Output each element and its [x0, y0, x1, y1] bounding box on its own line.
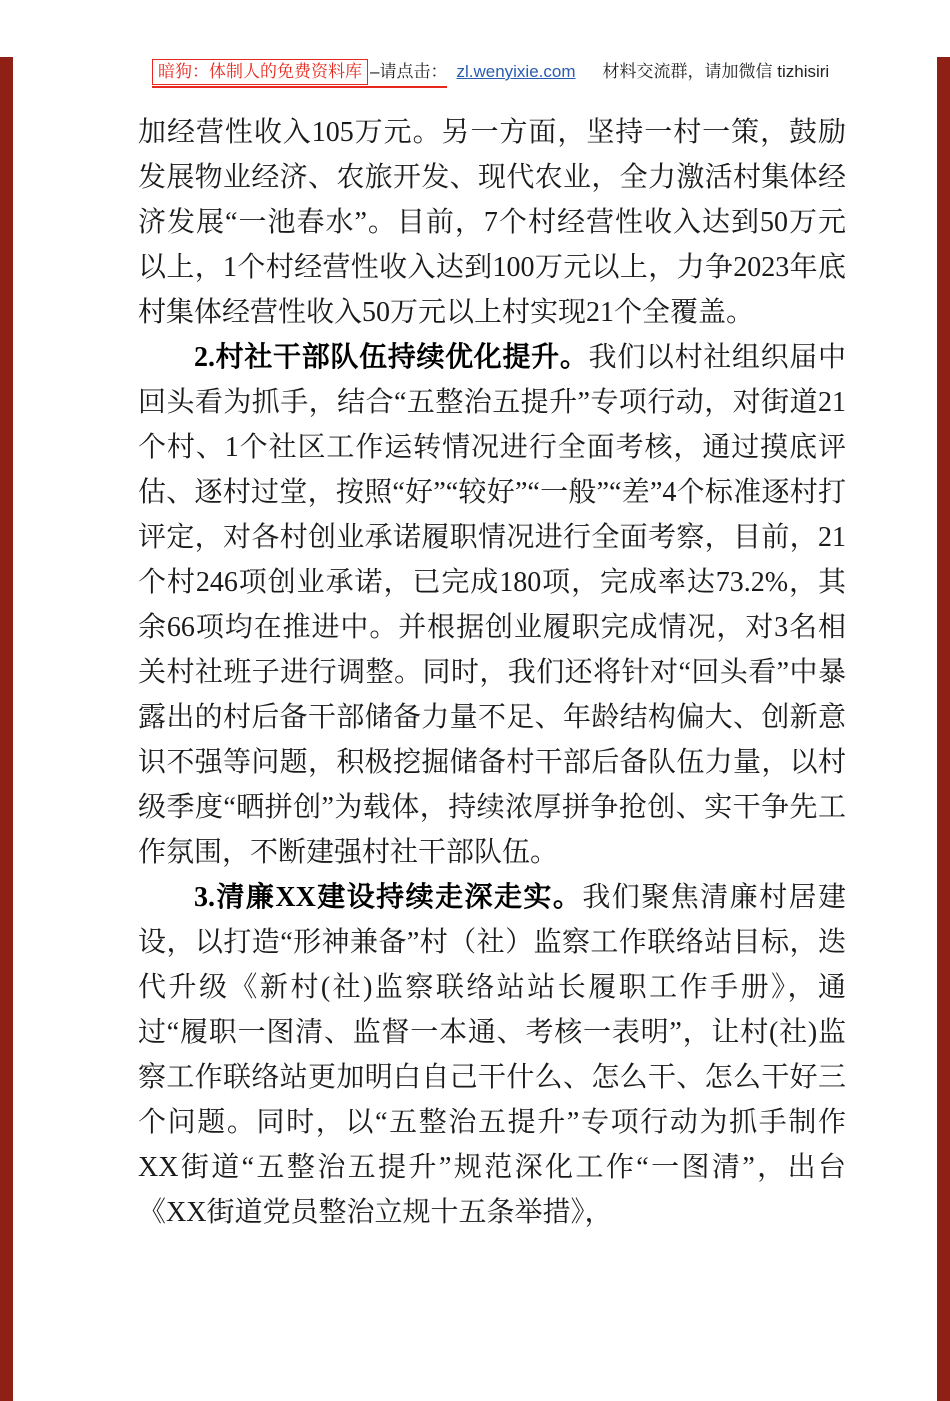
wechat-hint: 材料交流群，请加微信 tizhisiri — [602, 62, 830, 81]
paragraph-item-2 — [138, 335, 846, 875]
document-body — [138, 110, 846, 1235]
click-hint: –请点击： — [370, 62, 448, 81]
paragraph-text: 加经营性收入105万元。另一方面，坚持一村一策，鼓励发展物业经济、农旅开发、现代农业，全力激活村集体经济发展“一池春水”。目前，7个村经营性收入达到50万元以上，1个村经营性收入达到100万元以上，力争2023年底村集体经营性收入50万元以上村实现21个全覆盖。 — [138, 117, 846, 328]
paragraph-text: 我们以村社组织届中回头看为抓手，结合“五整治五提升”专项行动，对街道21个村、1个社区工作运转情况进行全面考核，通过摸底评估、逐村过堂，按照“好”“较好”“一般”“差”4个标准逐村打评定，对各村创业承诺履职情况进行全面考察，目前，21个村246项创业承诺，已完成180项，完成率达73.2%，其余66项均在推进中。并根据创业履职完成情况，对3名相关村社班子进行调整。同时，我们还将针对“回头看”中暴露出的村后备干部储备力量不足、年龄结构偏大、创新意识不强等问题，积极挖掘储备村干部后备队伍力量，以村级季度“晒拼创”为载体，持续浓厚拼争抢创、实干争先工作氛围，不断建强村社干部队伍。 — [138, 342, 846, 868]
paragraph-continuation — [138, 110, 846, 335]
right-border-strip — [937, 57, 950, 1401]
site-brand: 暗狗：体制人的免费资料库 — [152, 59, 368, 85]
left-border-strip — [0, 57, 13, 1401]
watermark-header — [152, 57, 910, 88]
site-link[interactable]: zl.wenyixie.com — [456, 62, 576, 81]
paragraph-text: 我们聚焦清廉村居建设，以打造“形神兼备”村（社）监察工作联络站目标，迭代升级《新村(社)监察联络站站长履职工作手册》，通过“履职一图清、监督一本通、考核一表明”，让村(社)监察工作联络站更加明白自己干什么、怎么干、怎么干好三个问题。同时，以“五整治五提升”专项行动为抓手制作XX街道“五整治五提升”规范深化工作“一图清”，出台《XX街道党员整治立规十五条举措》， — [138, 882, 846, 1228]
brand-group — [152, 57, 447, 88]
paragraph-lead: 2.村社干部队伍持续优化提升。 — [194, 342, 589, 373]
paragraph-item-3 — [138, 875, 846, 1235]
paragraph-lead: 3.清廉XX建设持续走深走实。 — [194, 882, 583, 913]
